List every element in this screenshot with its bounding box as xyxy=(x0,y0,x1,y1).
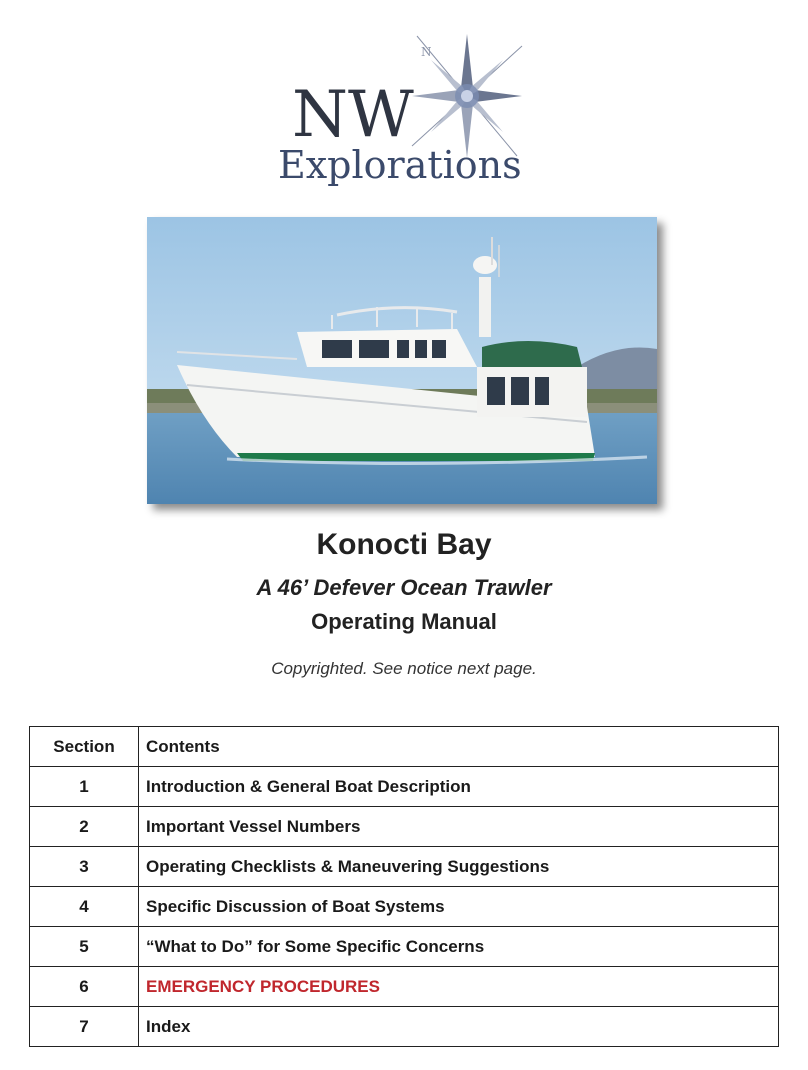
table-row xyxy=(30,847,779,887)
table-row xyxy=(30,887,779,927)
toc-header-contents: Contents xyxy=(139,727,779,767)
toc-section-number: 7 xyxy=(30,1007,139,1047)
table-row xyxy=(30,767,779,807)
table-row xyxy=(30,1007,779,1047)
toc-section-number: 1 xyxy=(30,767,139,807)
logo-explorations-text: Explorations xyxy=(278,143,522,187)
manual-title: Konocti Bay xyxy=(316,528,492,561)
toc-section-title: Specific Discussion of Boat Systems xyxy=(139,887,779,927)
toc-section-number: 4 xyxy=(30,887,139,927)
table-row xyxy=(30,927,779,967)
toc-section-title: Important Vessel Numbers xyxy=(139,807,779,847)
logo-nw-text: NW xyxy=(292,78,414,152)
svg-text:N: N xyxy=(421,45,432,59)
compass-rose-icon xyxy=(412,34,522,158)
toc-header-section: Section xyxy=(30,727,139,767)
copyright-notice: Copyrighted. See notice next page. xyxy=(271,659,537,678)
manual-type: Operating Manual xyxy=(311,609,497,634)
toc-header-row xyxy=(30,727,779,767)
manual-subtitle: A 46’ Defever Ocean Trawler xyxy=(256,575,552,600)
toc-section-title: Index xyxy=(139,1007,779,1047)
table-of-contents xyxy=(29,726,779,1047)
table-row xyxy=(30,967,779,1007)
toc-section-title: “What to Do” for Some Specific Concerns xyxy=(139,927,779,967)
boat-photo xyxy=(147,217,657,504)
toc-section-number: 6 xyxy=(30,967,139,1007)
table-row xyxy=(30,807,779,847)
toc-section-number: 2 xyxy=(30,807,139,847)
toc-section-title: Operating Checklists & Maneuvering Suggestions xyxy=(139,847,779,887)
toc-section-title: Introduction & General Boat Description xyxy=(139,767,779,807)
nw-explorations-logo xyxy=(270,18,540,198)
toc-section-title-emergency: EMERGENCY PROCEDURES xyxy=(139,967,779,1007)
toc-section-number: 5 xyxy=(30,927,139,967)
toc-section-number: 3 xyxy=(30,847,139,887)
